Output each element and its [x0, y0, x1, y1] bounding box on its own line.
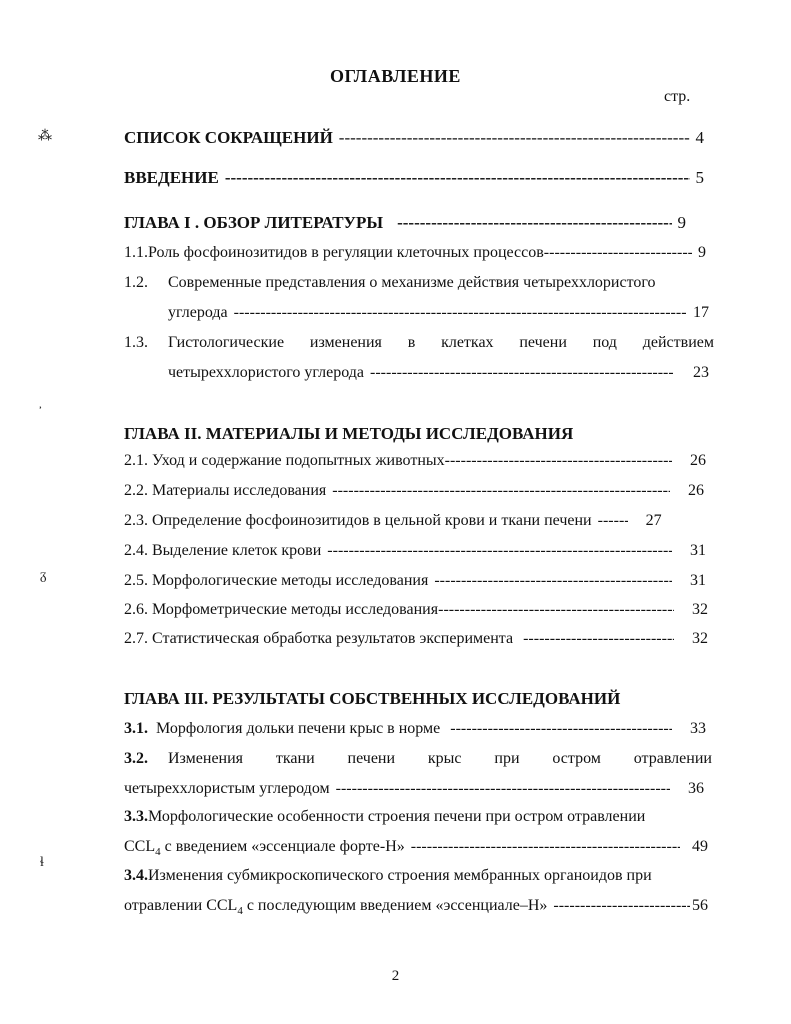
- toc-entry-title: ВВЕДЕНИЕ: [124, 168, 219, 187]
- toc-entry-title-line: четыреххлористым углеродом: [124, 780, 330, 797]
- toc-page-number: 26: [688, 482, 704, 499]
- toc-entry-2-7[interactable]: [124, 630, 708, 648]
- toc-page-number: 26: [690, 452, 706, 469]
- toc-page-number: 27: [645, 512, 662, 529]
- toc-entry-1-3[interactable]: [124, 334, 714, 352]
- toc-entry-title-line: четыреххлористого углерода: [168, 364, 364, 381]
- toc-entry-3-4[interactable]: [124, 867, 714, 885]
- toc-entry-title: Морфология дольки печени крыс в норме: [156, 720, 441, 737]
- toc-chapter-2[interactable]: ГЛАВА II. МАТЕРИАЛЫ И МЕТОДЫ ИССЛЕДОВАНИЯ: [124, 424, 574, 443]
- toc-entry-title-line: Современные представления о механизме действия четыреххлористого: [168, 274, 656, 291]
- toc-entry-3-2-continued: [124, 780, 704, 798]
- dot-leader: [438, 601, 674, 619]
- dot-leader: [450, 720, 672, 738]
- page-column-label: стр.: [664, 88, 691, 105]
- toc-page-number: 9: [698, 244, 706, 261]
- dot-leader: [332, 482, 670, 500]
- toc-entry-3-4-continued: [124, 897, 708, 917]
- toc-page-number: 9: [677, 213, 686, 232]
- toc-page-number: 31: [690, 572, 706, 589]
- margin-mark-icon: ɬ: [40, 855, 44, 870]
- toc-entry-1-1[interactable]: [124, 244, 706, 262]
- toc-chapter-3[interactable]: ГЛАВА III. РЕЗУЛЬТАТЫ СОБСТВЕННЫХ ИССЛЕДОВАНИЙ: [124, 689, 621, 708]
- dot-leader: [397, 213, 671, 233]
- dot-leader: [327, 542, 672, 560]
- dot-leader: [234, 304, 687, 322]
- toc-entry-number: 1.2.: [124, 274, 148, 291]
- toc-entry-2-1[interactable]: [124, 452, 706, 470]
- dot-leader: [225, 168, 690, 188]
- toc-entry-title-line: углерода: [168, 304, 228, 321]
- toc-page-number: 56: [692, 897, 708, 914]
- dot-leader: [553, 897, 690, 915]
- toc-chapter-title: ГЛАВА I . ОБЗОР ЛИТЕРАТУРЫ: [124, 213, 384, 232]
- toc-entry-number: 1.3.: [124, 334, 148, 351]
- toc-entry-2-4[interactable]: [124, 542, 706, 560]
- page-number: 2: [391, 968, 400, 984]
- dot-leader: [370, 364, 673, 382]
- toc-entry-title: 2.2. Материалы исследования: [124, 482, 327, 499]
- toc-entry-title-line: Изменения ткани печени крыс при остром отравлении: [168, 750, 712, 767]
- toc-page-number: 33: [690, 720, 706, 737]
- toc-entry-title: 2.1. Уход и содержание подопытных животных: [124, 452, 445, 469]
- dot-leader: [411, 838, 680, 856]
- toc-page-number: 4: [695, 128, 704, 147]
- toc-entry-title: СПИСОК СОКРАЩЕНИЙ: [124, 128, 333, 147]
- toc-page-number: 31: [690, 542, 706, 559]
- toc-entry-number: 3.3.: [124, 808, 148, 825]
- toc-page-number: 23: [693, 364, 709, 381]
- toc-page-number: 32: [692, 630, 708, 647]
- dot-leader: [339, 128, 690, 148]
- toc-chapter-1[interactable]: [124, 213, 686, 233]
- toc-page-number: 49: [692, 838, 708, 855]
- toc-entry-title: 2.4. Выделение клеток крови: [124, 542, 322, 559]
- dot-leader: [434, 572, 672, 590]
- toc-entry-3-3[interactable]: [124, 808, 714, 826]
- toc-entry-2-2[interactable]: [124, 482, 704, 500]
- toc-entry-title-line: Гистологические изменения в клетках печени под действием: [168, 334, 714, 351]
- page-title: ОГЛАВЛЕНИЕ: [330, 66, 461, 86]
- dot-leader: [598, 512, 628, 530]
- toc-page-number: 36: [688, 780, 704, 797]
- margin-mark-icon: ᵹ: [40, 568, 47, 583]
- toc-entry-title: Роль фосфоинозитидов в регуляции клеточных процессов: [148, 244, 544, 261]
- toc-entry-title: 2.5. Морфологические методы исследования: [124, 572, 429, 589]
- toc-entry-2-3[interactable]: [124, 512, 706, 530]
- toc-entry-3-2[interactable]: [124, 750, 712, 768]
- toc-entry-title-line: $CCL_4$ с введением «эссенциале форте-Н»: [124, 838, 405, 859]
- toc-entry-title: 2.3. Определение фосфоинозитидов в цельной крови и ткани печени: [124, 512, 592, 529]
- toc-entry-3-3-continued: [124, 838, 708, 858]
- toc-entry-1-3-continued: [168, 364, 709, 382]
- toc-entry-title-line: отравлении $CCL_4$ с последующим введением «эссенциале–Н»: [124, 897, 548, 918]
- toc-entry-title: 2.6. Морфометрические методы исследования: [124, 601, 439, 618]
- toc-entry-number: 3.4.: [124, 867, 148, 884]
- toc-entry-title-line: Морфологические особенности строения печени при остром отравлении: [148, 808, 646, 825]
- toc-entry-3-1[interactable]: [124, 720, 706, 738]
- dot-leader: [544, 244, 692, 262]
- toc-entry-abbreviations[interactable]: [124, 128, 704, 148]
- toc-entry-2-5[interactable]: [124, 572, 706, 590]
- toc-entry-1-2[interactable]: [124, 274, 712, 292]
- toc-entry-number: 3.1.: [124, 720, 148, 737]
- toc-entry-2-6[interactable]: [124, 601, 708, 619]
- toc-entry-title-line: Изменения субмикроскопического строения мембранных органоидов при: [148, 867, 652, 884]
- margin-mark-icon: ⁂: [38, 129, 52, 144]
- dot-leader: [523, 630, 674, 648]
- toc-entry-title: 2.7. Статистическая обработка результатов эксперимента: [124, 630, 514, 647]
- margin-mark-icon: ᾿: [38, 405, 43, 420]
- dot-leader: [445, 452, 672, 470]
- toc-page-number: 5: [695, 168, 704, 187]
- toc-entry-1-2-continued: [168, 304, 709, 322]
- toc-page-number: 32: [692, 601, 708, 618]
- toc-entry-introduction[interactable]: [124, 168, 704, 188]
- toc-page-number: 17: [693, 304, 709, 321]
- dot-leader: [336, 780, 670, 798]
- toc-entry-number: 1.1.: [124, 244, 148, 261]
- toc-entry-number: 3.2.: [124, 750, 148, 767]
